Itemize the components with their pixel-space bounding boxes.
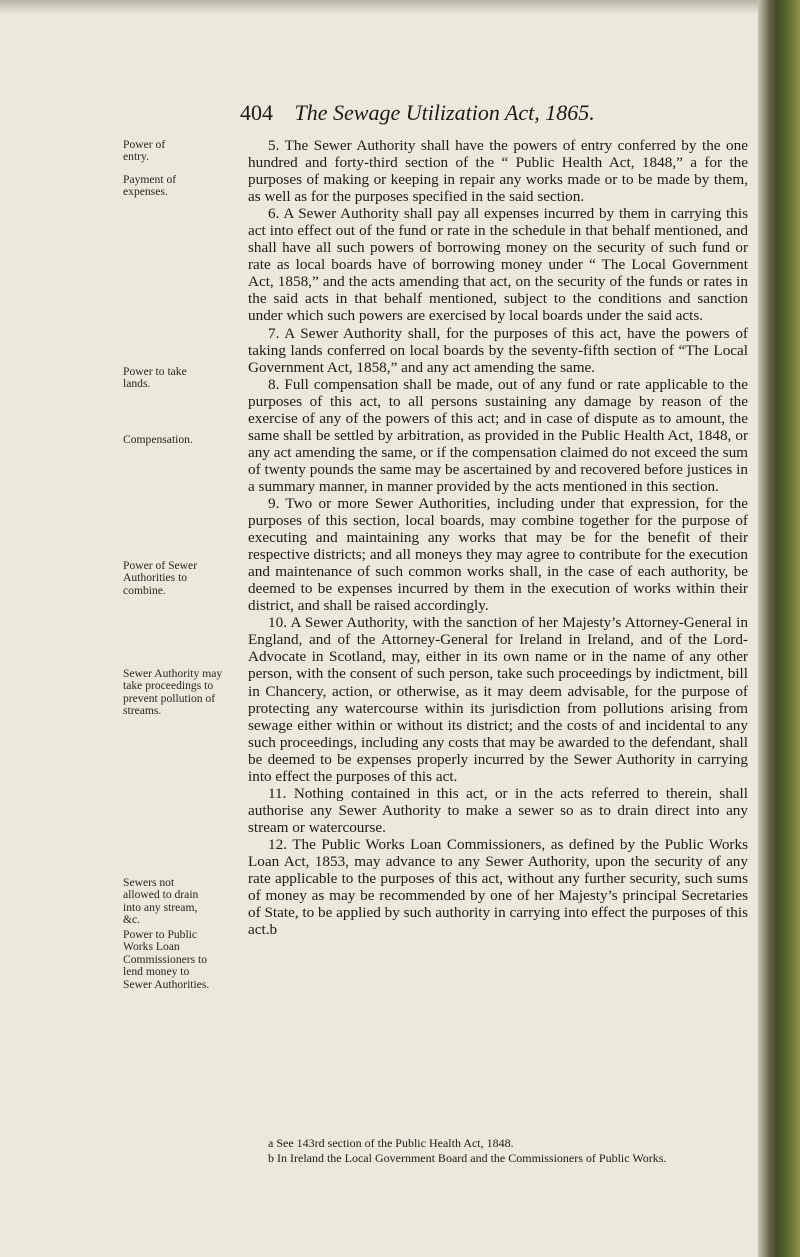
running-head xyxy=(240,100,740,126)
margin-note-power-to-take-lands: Power to take lands. xyxy=(123,365,187,391)
section-6: 6. A Sewer Authority shall pay all expenses incurred by them in carrying this act into effect out of the fund or rate in the schedule in that behalf mentioned, and shall have all such powers of borrowing money on the security of such fund or rate as local boards have of borrowing money under “ The Local Government Act, 1858,” and the acts amending that act, on the security of the funds or rates in the said acts in that behalf mentioned, subject to the conditions and sanction under which such powers are exercised by local boards under the said acts. xyxy=(248,205,748,325)
footnotes xyxy=(248,1136,748,1166)
margin-note-sewers-not-allowed: Sewers not allowed to drain into any stream, &c. xyxy=(123,876,199,927)
margin-note-power-of-entry: Power of entry. xyxy=(123,138,166,164)
section-9: 9. Two or more Sewer Authorities, including under that expression, for the purposes of this section, local boards, may combine together for the purpose of executing and maintaining any works that may be for the benefit of their respective districts; and all moneys they may agree to contribute for the execution and maintenance of such common works shall, in the case of each authority, be deemed to be expenses incurred by them in the execution of works within their district, and shall be raised accordingly. xyxy=(248,494,748,615)
section-8: 8. Full compensation shall be made, out of any fund or rate applicable to the purposes of this act, to all persons sustaining any damage by reason of the exercise of any of the powers of this act; and in case of dispute as to amount, the same shall be settled by arbitration, as provided in the Public Health Act, 1848, or any act amending the same, or if the compensation claimed do not exceed the sum of twenty pounds the same may be ascertained by and recovered before justices in a summary manner, in manner provided by the acts mentioned in this section. xyxy=(248,375,748,495)
footnote-b: b In Ireland the Local Government Board and the Commissioners of Public Works. xyxy=(268,1151,667,1165)
section-7: 7. A Sewer Authority shall, for the purposes of this act, have the powers of taking lands conferred on local boards by the seventy-fifth section of “The Local Government Act, 1858,” and any act amending the same. xyxy=(248,324,748,376)
page-top-shadow xyxy=(0,0,760,14)
page-number: 404 xyxy=(240,100,273,125)
margin-note-prevent-pollution: Sewer Authority may take proceedings to prevent pollution of streams. xyxy=(123,667,223,718)
main-text xyxy=(248,137,748,938)
margin-note-compensation: Compensation. xyxy=(123,433,193,446)
margin-note-loan-commissioners: Power to Public Works Loan Commissioners to lend money to Sewer Authorities. xyxy=(123,928,210,991)
book-binding-edge xyxy=(758,0,800,1257)
page-title: The Sewage Utilization Act, 1865. xyxy=(294,100,595,125)
section-11: 11. Nothing contained in this act, or in the acts referred to therein, shall authorise any Sewer Authority to make a sewer so as to drain direct into any stream or watercourse. xyxy=(248,784,748,836)
section-10: 10. A Sewer Authority, with the sanction of her Majesty’s Attorney-General in England, and of the Attorney-General for Ireland in Ireland, and of the Lord-Advocate in Scotland, may, either in its own name or in the name of any other person, with the consent of such person, take such proceedings by indictment, bill in Chancery, action, or otherwise, as it may deem advisable, for the purpose of protecting any watercourse within its jurisdiction from pollutions arising from sewage either within or without its district; and the costs of and incidental to any such proceedings, including any costs that may be awarded to the defendant, shall be deemed to be expenses properly incurred by the Sewer Authority in carrying into effect the purposes of this act. xyxy=(248,614,748,785)
margin-note-power-to-combine: Power of Sewer Authorities to combine. xyxy=(123,559,198,597)
margin-note-payment-of-expenses: Payment of expenses. xyxy=(123,173,177,199)
section-12: 12. The Public Works Loan Commissioners, as defined by the Public Works Loan Act, 1853, may advance to any Sewer Authority, upon the security of any rate applicable to the purposes of this act, without any further security, such sums of money as may be recommended by one of her Majesty’s principal Secretaries of State, to be applied by such authority in carrying into effect the purposes of this act.b xyxy=(248,835,748,939)
section-5: 5. The Sewer Authority shall have the powers of entry conferred by the one hundred and forty-third section of the “ Public Health Act, 1848,” a for the purposes of making or keeping in repair any works made or to be made by them, as well as for the purposes specified in the said section. xyxy=(248,137,748,206)
footnote-a: a See 143rd section of the Public Health Act, 1848. xyxy=(268,1136,514,1150)
